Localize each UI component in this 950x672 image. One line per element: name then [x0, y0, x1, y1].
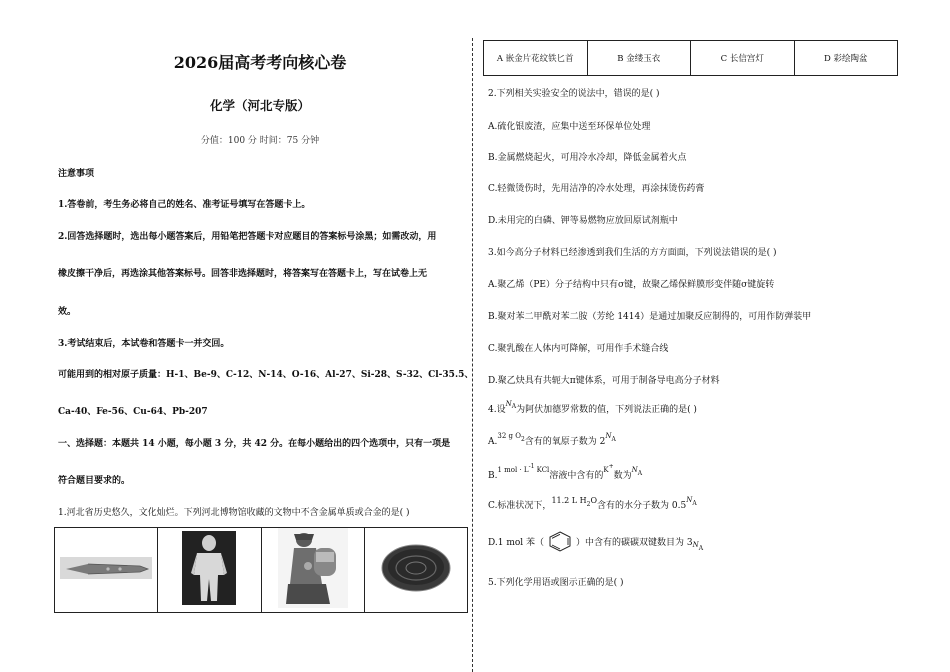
notes-item-2-line-1: 2.回答选择题时，选出每小题答案后，用铅笔把答题卡对应题目的答案标号涂黑；如需改动，用: [58, 232, 437, 242]
q4-a-formula-sub: 2: [520, 436, 525, 443]
palace-lamp-image: [278, 528, 348, 608]
notes-item-3: 3.考试结束后，本试卷和答题卡一并交回。: [58, 339, 230, 349]
q4-b-text-2: 数为: [613, 471, 632, 481]
section-1-line-2: 符合题目要求的。: [58, 476, 131, 486]
pottery-basin-image: [380, 543, 452, 593]
q4-a-formula: 32 g O: [497, 432, 521, 440]
q4-b-text: 溶液中含有的: [549, 471, 604, 481]
q4-b-na: N: [631, 466, 638, 474]
q4-a-text: 含有的氧原子数为 2: [524, 437, 606, 447]
q4-c-label: C.标准状况下，: [488, 501, 552, 511]
q4-a-label: A.: [488, 437, 498, 447]
q1-option-b: B 金缕玉衣: [587, 41, 691, 76]
benzene-ring-icon: [544, 530, 576, 552]
q4-c-o: O: [590, 496, 598, 505]
q3-option-a: A.聚乙烯（PE）分子结构中只有σ键，故聚乙烯保鲜膜形变伴随σ键旋转: [488, 280, 775, 290]
q1-option-a: A 嵌金片花纹铁匕首: [484, 41, 588, 76]
q4-option-d: [488, 530, 703, 552]
q2-option-a: A.硫化银废渣，应集中送至环保单位处理: [488, 122, 651, 132]
artifact-cell-d: [364, 528, 467, 613]
q4-b-kcl: KCl: [534, 466, 550, 474]
q4-d-na: N: [692, 541, 699, 549]
question-5-stem: 5.下列化学用语或图示正确的是( ): [488, 578, 624, 588]
na-subscript: A: [511, 403, 517, 410]
q4-c-na-sub: A: [692, 500, 697, 507]
q4-a-na-sub: A: [611, 436, 616, 443]
q4-b-k: K: [603, 466, 609, 474]
q2-option-b: B.金属燃烧起火，可用冷水冷却，降低金属着火点: [488, 153, 687, 163]
q2-option-d: D.未用完的白磷、钾等易燃物应放回原试剂瓶中: [488, 216, 678, 226]
q3-option-d: D.聚乙炔具有共轭大π键体系，可用于制备导电高分子材料: [488, 376, 720, 386]
question-4-stem: [488, 400, 697, 415]
q3-option-c: C.聚乳酸在人体内可降解，可用作手术缝合线: [488, 344, 669, 354]
q4-c-text: 含有的水分子数为 0.5: [597, 501, 687, 511]
atomic-mass-line-1: 可能用到的相对原子质量：H-1、Be-9、C-12、N-14、O-16、Al-27、Si-28、S-32、Cl-35.5、: [58, 370, 474, 380]
q4-b-k-sup: +: [608, 463, 614, 470]
q4-c-na: N: [686, 496, 693, 504]
jade-suit-image: [182, 531, 236, 605]
q1-option-c: C 长信宫灯: [691, 41, 795, 76]
q4-b-label: B.: [488, 471, 498, 481]
exam-subtitle: 化学（河北专版）: [209, 98, 310, 113]
notes-item-1: 1.答卷前，考生务必将自己的姓名、准考证号填写在答题卡上。: [58, 200, 311, 210]
q4-option-b: [488, 463, 642, 481]
na-symbol: N: [505, 400, 512, 408]
q1-option-d: D 彩绘陶盆: [794, 41, 898, 76]
q4-b-formula: 1 mol · L: [497, 466, 529, 474]
q4-c-formula: 11.2 L H: [551, 496, 587, 505]
notes-item-2-line-2: 橡皮擦干净后，再选涂其他答案标号。回答非选择题时，将答案写在答题卡上，写在试卷上无: [58, 269, 428, 279]
question-1-options-table: [483, 40, 898, 76]
q2-option-c: C.轻微烫伤时，先用洁净的冷水处理，再涂抹烫伤药膏: [488, 184, 705, 194]
notes-heading: 注意事项: [58, 169, 95, 179]
question-2-stem: 2.下列相关实验安全的说法中，错误的是( ): [488, 89, 660, 99]
q4-a-na: N: [605, 432, 612, 440]
right-column: [476, 0, 950, 672]
notes-item-2-line-3: 效。: [58, 307, 77, 317]
column-divider: [472, 38, 473, 672]
q4-d-text: ）中含有的碳碳双键数目为 3: [576, 538, 693, 548]
q4-stem-suffix: 为阿伏加德罗常数的值，下列说法正确的是( ): [516, 405, 697, 415]
q4-b-na-sub: A: [637, 470, 643, 477]
section-1-line-1: 一、选择题：本题共 14 小题，每小题 3 分，共 42 分。在每小题给出的四个选项中，只有一项是: [58, 439, 451, 449]
artifact-image-table: [54, 527, 468, 613]
score-time-line: 分值：100 分 时间：75 分钟: [200, 136, 320, 146]
exam-title: 2026届高考考向核心卷: [173, 53, 347, 72]
artifact-cell-a: [55, 528, 158, 613]
q4-d-label: D.1 mol 苯（: [488, 538, 545, 548]
question-3-stem: 3.如今高分子材料已经渗透到我们生活的方方面面，下列说法错误的是( ): [488, 248, 777, 258]
q4-d-na-sub: A: [698, 545, 704, 552]
q4-option-a: [488, 432, 616, 447]
question-1-stem: 1.河北省历史悠久，文化灿烂。下列河北博物馆收藏的文物中不含金属单质或合金的是( ): [58, 508, 410, 518]
q3-option-b: B.聚对苯二甲酰对苯二胺（芳纶 1414）是通过加聚反应制得的，可用作防弹装甲: [488, 312, 812, 322]
q4-c-formula-sub: 2: [586, 501, 591, 508]
atomic-mass-line-2: Ca-40、Fe-56、Cu-64、Pb-207: [58, 407, 208, 417]
q4-stem-prefix: 4.设: [488, 405, 506, 415]
artifact-cell-c: [261, 528, 364, 613]
artifact-cell-b: [158, 528, 261, 613]
dagger-image: [58, 553, 154, 583]
q4-option-c: [488, 496, 697, 511]
q4-b-formula-sup: -1: [528, 463, 535, 470]
